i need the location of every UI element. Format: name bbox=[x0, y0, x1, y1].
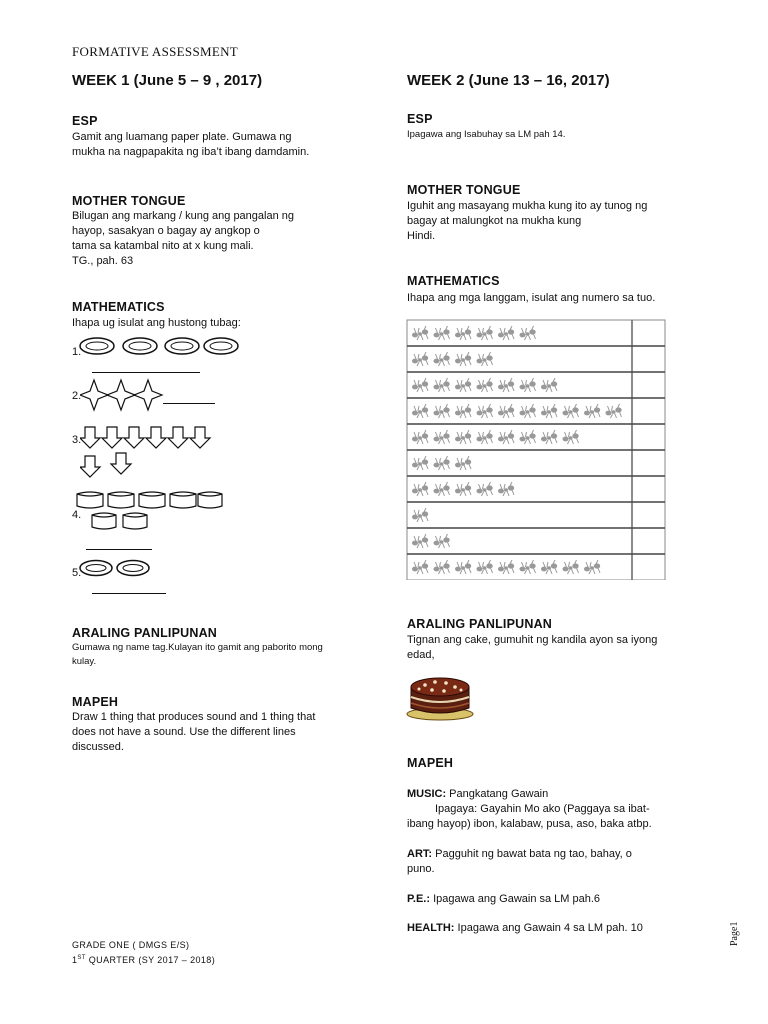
ant-icon bbox=[498, 326, 514, 340]
answer-cell[interactable] bbox=[634, 478, 663, 500]
math-item-number: 1. bbox=[72, 346, 82, 358]
week2-mapeh-music: MUSIC: Pangkatang Gawain Ipagaya: Gayahin Mo ako (Paggaya sa ibat- ibang hayop) ibon, kalabaw, pusa, aso, baka atbp. bbox=[407, 788, 652, 830]
pe-label: P.E.: bbox=[407, 893, 431, 905]
ant-icon bbox=[541, 378, 557, 392]
week1-mapeh-heading: MAPEH bbox=[72, 695, 119, 709]
ant-icon bbox=[477, 482, 493, 496]
ant-icon bbox=[455, 404, 471, 418]
answer-blank[interactable] bbox=[92, 372, 200, 373]
page-number: Page1 bbox=[729, 921, 740, 946]
answer-blank[interactable] bbox=[86, 549, 152, 550]
ant-icon bbox=[606, 404, 622, 418]
week2-mapeh-art: ART: Pagguhit ng bawat bata ng tao, bahay, o puno. bbox=[407, 848, 632, 875]
ant-icon bbox=[477, 404, 493, 418]
ant-icon bbox=[455, 430, 471, 444]
ant-icon bbox=[498, 430, 514, 444]
week1-math-instruction: Ihapa ug isulat ang hustong tubag: bbox=[72, 317, 241, 329]
answer-cell[interactable] bbox=[634, 504, 663, 526]
math-item-number: 3. bbox=[72, 434, 82, 446]
ant-counting-table bbox=[406, 318, 668, 580]
ant-icon bbox=[563, 404, 579, 418]
answer-blank[interactable] bbox=[163, 403, 215, 404]
week1-title: WEEK 1 (June 5 – 9 , 2017) bbox=[72, 72, 263, 89]
week2-mathematics-heading: MATHEMATICS bbox=[407, 274, 500, 288]
answer-cell[interactable] bbox=[634, 400, 663, 422]
ant-icon bbox=[455, 456, 471, 470]
ant-icon bbox=[455, 378, 471, 392]
answer-cell[interactable] bbox=[634, 322, 663, 344]
answer-blank[interactable] bbox=[92, 593, 166, 594]
ant-icon bbox=[412, 378, 428, 392]
week2-mapeh-health: HEALTH: Ipagawa ang Gawain 4 sa LM pah. 10 bbox=[407, 922, 643, 934]
ant-icon bbox=[477, 326, 493, 340]
ant-icon bbox=[563, 560, 579, 574]
answer-cell[interactable] bbox=[634, 452, 663, 474]
answer-cell[interactable] bbox=[634, 556, 663, 578]
ant-icon bbox=[455, 482, 471, 496]
week2-esp-text: Ipagawa ang Isabuhay sa LM pah 14. bbox=[407, 129, 566, 140]
math-item-number: 5. bbox=[72, 567, 82, 579]
ant-icon bbox=[412, 326, 428, 340]
ant-icon bbox=[412, 456, 428, 470]
ant-icon bbox=[520, 378, 536, 392]
ant-icon bbox=[412, 352, 428, 366]
ant-icon bbox=[498, 378, 514, 392]
week1-mapeh-text: Draw 1 thing that produces sound and 1 thing that does not have a sound. Use the different lines discussed. bbox=[72, 711, 316, 753]
ant-icon bbox=[434, 560, 450, 574]
ant-icon bbox=[584, 404, 600, 418]
answer-cell[interactable] bbox=[634, 374, 663, 396]
week2-mapeh-pe: P.E.: Ipagawa ang Gawain sa LM pah.6 bbox=[407, 893, 601, 905]
math-item-number: 2. bbox=[72, 390, 82, 402]
week1-araling-panlipunan-heading: ARALING PANLIPUNAN bbox=[72, 626, 218, 640]
ant-icon bbox=[412, 534, 428, 548]
math-item-number: 4. bbox=[72, 509, 82, 521]
ant-icon bbox=[434, 326, 450, 340]
ant-icon bbox=[563, 430, 579, 444]
week2-mapeh-heading: MAPEH bbox=[407, 756, 454, 770]
week2-esp-heading: ESP bbox=[407, 112, 433, 126]
week1-mathematics-heading: MATHEMATICS bbox=[72, 300, 165, 314]
cake-icon bbox=[405, 672, 475, 722]
week2-mother-tongue-heading: MOTHER TONGUE bbox=[407, 183, 521, 197]
ant-icon bbox=[498, 482, 514, 496]
week1-esp-heading: ESP bbox=[72, 114, 98, 128]
ant-icon bbox=[434, 534, 450, 548]
ring-shapes-icon bbox=[78, 559, 158, 579]
ant-icon bbox=[412, 508, 428, 522]
week1-mother-tongue-text: Bilugan ang markang / kung ang pangalan ng hayop, sasakyan o bagay ay angkop o tama sa katambal nito at x kung mali. TG., pah. 63 bbox=[72, 210, 295, 267]
ring-shapes-icon bbox=[78, 336, 243, 360]
ant-icon bbox=[498, 560, 514, 574]
ant-icon bbox=[477, 430, 493, 444]
ant-icon bbox=[584, 560, 600, 574]
footer-grade: GRADE ONE ( DMGS E/S) bbox=[72, 940, 190, 950]
week2-araling-panlipunan-text: Tignan ang cake, gumuhit ng kandila ayon sa iyong edad, bbox=[407, 634, 658, 661]
ant-icon bbox=[412, 404, 428, 418]
ant-icon bbox=[541, 430, 557, 444]
art-label: ART: bbox=[407, 848, 433, 860]
ant-icon bbox=[477, 378, 493, 392]
ant-icon bbox=[520, 404, 536, 418]
ant-icon bbox=[477, 352, 493, 366]
music-label: MUSIC: bbox=[407, 788, 447, 800]
week1-araling-panlipunan-text: Gumawa ng name tag.Kulayan ito gamit ang paborito mong kulay. bbox=[72, 642, 323, 667]
document-title: FORMATIVE ASSESSMENT bbox=[72, 44, 239, 59]
ant-icon bbox=[477, 560, 493, 574]
star-shapes-icon bbox=[80, 378, 170, 412]
ant-icon bbox=[412, 482, 428, 496]
ant-icon bbox=[434, 378, 450, 392]
cylinder-shapes-icon bbox=[76, 490, 226, 534]
ant-icon bbox=[412, 430, 428, 444]
week2-title: WEEK 2 (June 13 – 16, 2017) bbox=[407, 72, 610, 89]
ant-icon bbox=[455, 352, 471, 366]
footer-quarter: 1ST QUARTER (SY 2017 – 2018) bbox=[72, 955, 216, 965]
ant-icon bbox=[434, 352, 450, 366]
ant-icon bbox=[498, 404, 514, 418]
ant-icon bbox=[412, 560, 428, 574]
week1-esp-text: Gamit ang luamang paper plate. Gumawa ng mukha na nagpapakita ng iba’t ibang damdamin. bbox=[72, 131, 310, 158]
ant-icon bbox=[520, 560, 536, 574]
ant-icon bbox=[434, 482, 450, 496]
ant-icon bbox=[520, 326, 536, 340]
ant-icon bbox=[455, 560, 471, 574]
week2-araling-panlipunan-heading: ARALING PANLIPUNAN bbox=[407, 617, 553, 631]
ant-icon bbox=[541, 560, 557, 574]
down-arrow-shapes-icon bbox=[80, 426, 214, 482]
health-label: HEALTH: bbox=[407, 922, 455, 934]
ant-icon bbox=[520, 430, 536, 444]
answer-cell[interactable] bbox=[634, 426, 663, 448]
week2-mother-tongue-text: Iguhit ang masayang mukha kung ito ay tunog ng bagay at malungkot na mukha kung Hindi. bbox=[407, 200, 648, 242]
ant-icon bbox=[434, 404, 450, 418]
ant-icon bbox=[434, 430, 450, 444]
week2-math-instruction: Ihapa ang mga langgam, isulat ang numero sa tuo. bbox=[407, 292, 656, 304]
ant-icon bbox=[434, 456, 450, 470]
week1-mother-tongue-heading: MOTHER TONGUE bbox=[72, 194, 186, 208]
ant-icon bbox=[541, 404, 557, 418]
answer-cell[interactable] bbox=[634, 348, 663, 370]
answer-cell[interactable] bbox=[634, 530, 663, 552]
ant-icon bbox=[455, 326, 471, 340]
